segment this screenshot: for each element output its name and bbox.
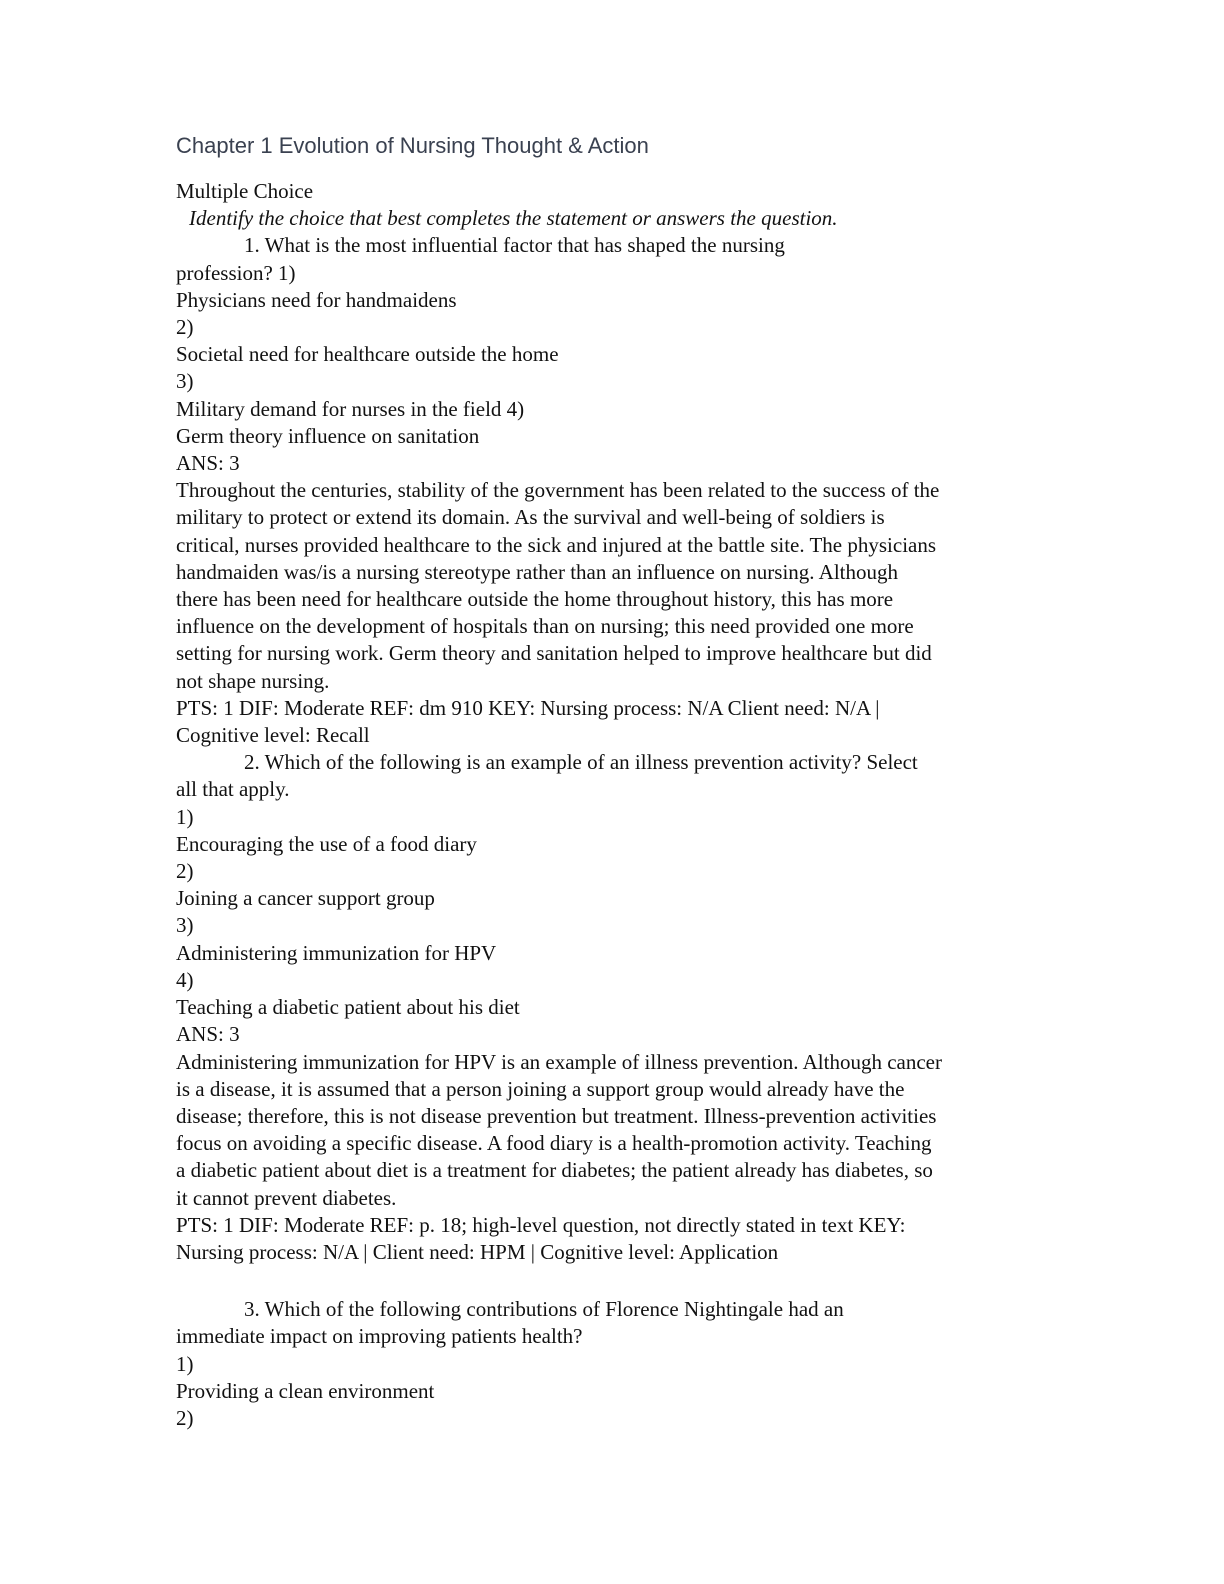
text-line: Joining a cancer support group (176, 886, 435, 911)
text-line: setting for nursing work. Germ theory and sanitation helped to improve healthcare but did (176, 641, 932, 666)
text-line: a diabetic patient about diet is a treatment for diabetes; the patient already has diabetes, so (176, 1158, 933, 1183)
text-line: Germ theory influence on sanitation (176, 423, 480, 448)
text-line: 3) (176, 913, 194, 938)
text-line: Throughout the centuries, stability of the government has been related to the success of the (176, 478, 940, 503)
text-line: there has been need for healthcare outside the home throughout history, this has more (176, 587, 894, 612)
text-line: focus on avoiding a specific disease. A food diary is a health-promotion activity. Teaching (176, 1131, 932, 1156)
text-line: Encouraging the use of a food diary (176, 831, 477, 856)
document-page (176, 128, 1036, 1432)
text-line: 4) (176, 967, 194, 992)
spacer (176, 1266, 1036, 1296)
text-line: Military demand for nurses in the field 4) (176, 396, 525, 421)
text-line: Providing a clean environment (176, 1378, 435, 1403)
text-line: Nursing process: N/A | Client need: HPM | Cognitive level: Application (176, 1239, 779, 1264)
text-line: ANS: 3 (176, 451, 240, 476)
text-line: 3. Which of the following contributions of Florence Nightingale had an (244, 1297, 844, 1322)
text-line: handmaiden was/is a nursing stereotype rather than an influence on nursing. Although (176, 559, 898, 584)
text-line: Teaching a diabetic patient about his diet (176, 995, 520, 1020)
text-line: Physicians need for handmaidens (176, 287, 457, 312)
text-line: 1) (176, 1351, 194, 1376)
text-line: 2) (176, 1405, 194, 1430)
text-line: 2) (176, 315, 194, 340)
text-line: Administering immunization for HPV is an example of illness prevention. Although cancer (176, 1049, 942, 1074)
text-line: all that apply. (176, 777, 290, 802)
text-line: military to protect or extend its domain. As the survival and well-being of soldiers is (176, 505, 885, 530)
instructions: Identify the choice that best completes the statement or answers the question. (189, 206, 838, 231)
text-line: Cognitive level: Recall (176, 723, 370, 748)
text-line: 2) (176, 859, 194, 884)
text-line: 1) (176, 804, 194, 829)
text-line: Societal need for healthcare outside the home (176, 342, 559, 367)
text-line: immediate impact on improving patients health? (176, 1324, 583, 1349)
text-line: ANS: 3 (176, 1022, 240, 1047)
text-line: is a disease, it is assumed that a person joining a support group would already have the (176, 1076, 905, 1101)
text-line: PTS: 1 DIF: Moderate REF: dm 910 KEY: Nursing process: N/A Client need: N/A | (176, 695, 880, 720)
text-line: PTS: 1 DIF: Moderate REF: p. 18; high-level question, not directly stated in text KEY: (176, 1212, 906, 1237)
text-line: 2. Which of the following is an example of an illness prevention activity? Select (244, 750, 918, 775)
text-line: profession? 1) (176, 260, 296, 285)
question-body (176, 232, 1036, 1432)
text-line: not shape nursing. (176, 668, 330, 693)
text-line: critical, nurses provided healthcare to the sick and injured at the battle site. The physicians (176, 532, 937, 557)
text-line: Administering immunization for HPV (176, 940, 497, 965)
text-line: 3) (176, 369, 194, 394)
section-heading: Multiple Choice (176, 179, 314, 203)
text-line: disease; therefore, this is not disease prevention but treatment. Illness-prevention activities (176, 1103, 937, 1128)
chapter-title: Chapter 1 Evolution of Nursing Thought & Action (176, 133, 649, 158)
text-line: 1. What is the most influential factor that has shaped the nursing (244, 233, 785, 258)
text-line: it cannot prevent diabetes. (176, 1185, 397, 1210)
text-line: influence on the development of hospitals than on nursing; this need provided one more (176, 614, 914, 639)
